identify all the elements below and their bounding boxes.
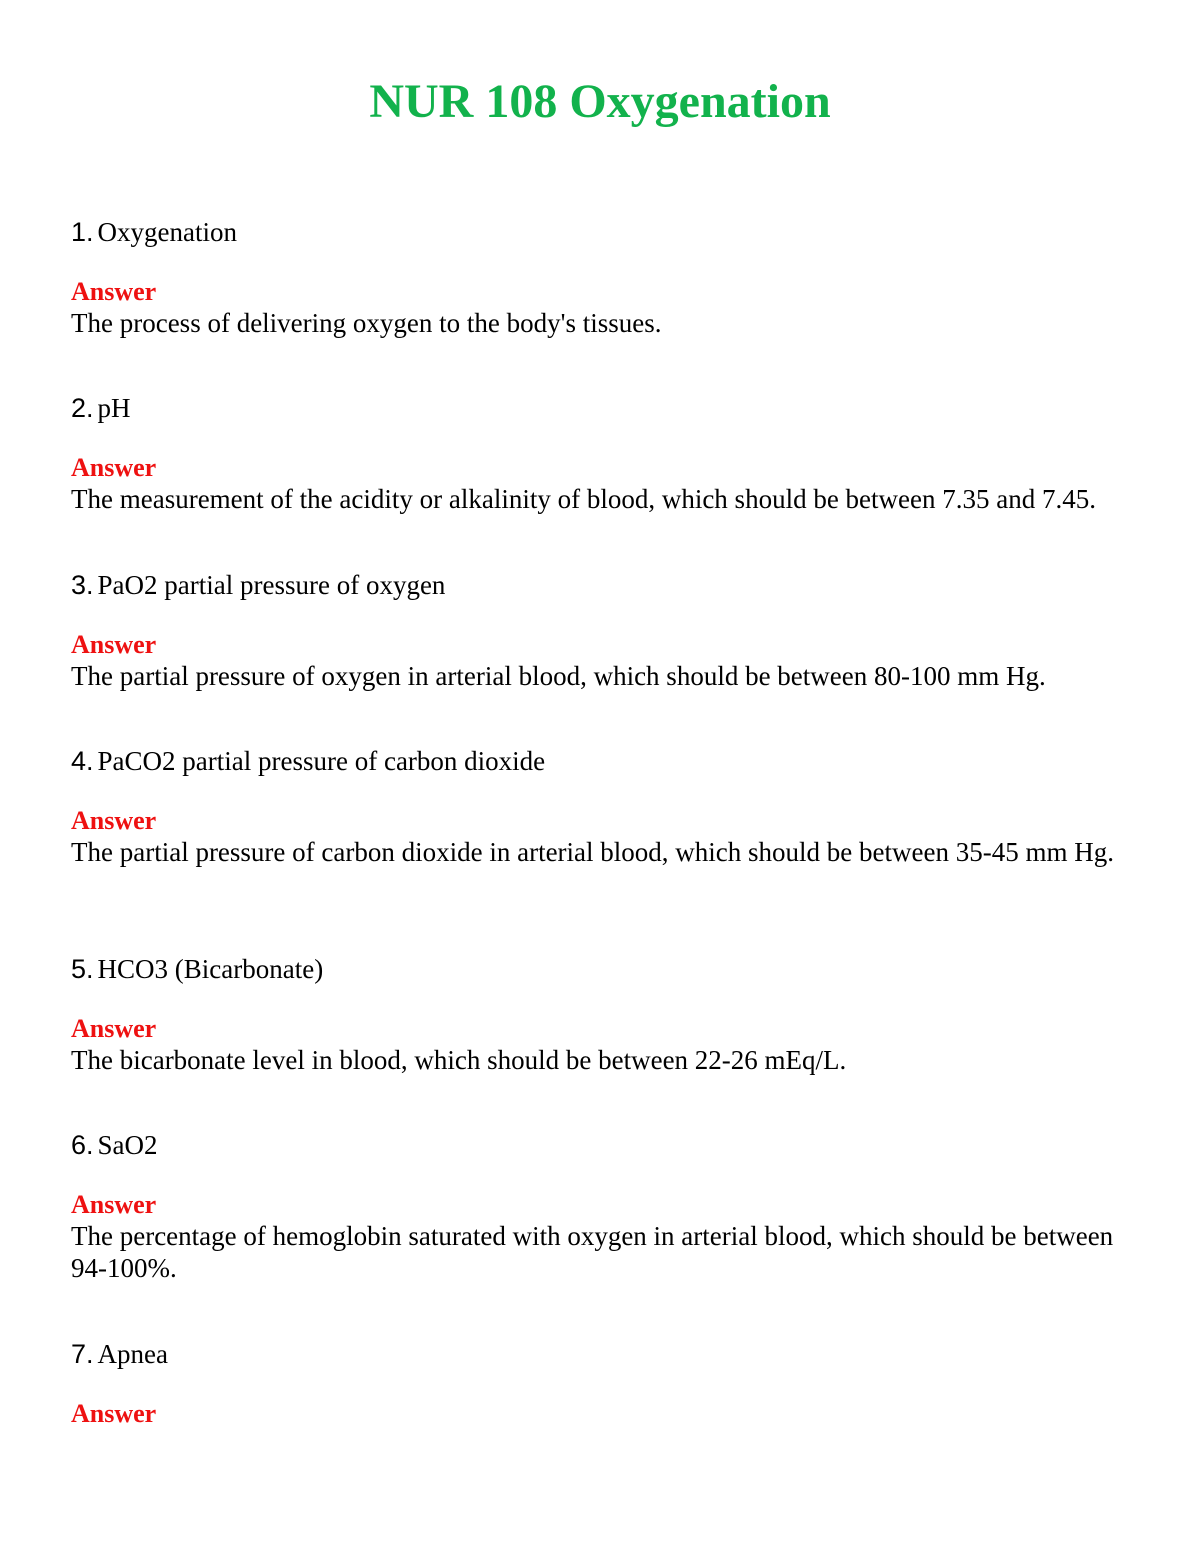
question-term: pH xyxy=(97,393,131,423)
question-number: 2. xyxy=(71,393,94,423)
question-number: 4. xyxy=(71,746,94,776)
answer-text: The process of delivering oxygen to the body's tissues. xyxy=(71,308,662,338)
question-number: 6. xyxy=(71,1130,94,1160)
qa-item xyxy=(71,952,1131,1076)
answer-label: Answer xyxy=(71,806,157,835)
qa-item xyxy=(71,1128,1131,1284)
question-term: PaCO2 partial pressure of carbon dioxide xyxy=(97,746,546,776)
question xyxy=(71,1128,1131,1162)
answer-text: The measurement of the acidity or alkalinity of blood, which should be between 7.35 and 7.45. xyxy=(71,484,1096,514)
qa-item xyxy=(71,1337,1131,1429)
question xyxy=(71,1337,1131,1371)
question xyxy=(71,568,1131,602)
answer-text: The bicarbonate level in blood, which should be between 22-26 mEq/L. xyxy=(71,1045,847,1075)
qa-item xyxy=(71,215,1131,339)
question-number: 1. xyxy=(71,217,94,247)
question xyxy=(71,215,1131,249)
answer-label: Answer xyxy=(71,1399,157,1428)
answer-label: Answer xyxy=(71,277,157,306)
question-number: 7. xyxy=(71,1339,94,1369)
question-term: PaO2 partial pressure of oxygen xyxy=(97,570,446,600)
question-term: HCO3 (Bicarbonate) xyxy=(97,954,324,984)
document-title: NUR 108 Oxygenation xyxy=(369,75,831,128)
question-term: Oxygenation xyxy=(97,217,238,247)
question xyxy=(71,744,1131,778)
answer-text: The partial pressure of oxygen in arterial blood, which should be between 80-100 mm Hg. xyxy=(71,661,1046,691)
question-term: SaO2 xyxy=(97,1130,158,1160)
answer-label: Answer xyxy=(71,630,157,659)
answer-text: The partial pressure of carbon dioxide in arterial blood, which should be between 35-45 mm Hg. xyxy=(71,837,1114,867)
question xyxy=(71,391,1131,425)
answer-label: Answer xyxy=(71,1014,157,1043)
qa-item xyxy=(71,744,1131,868)
question xyxy=(71,952,1131,986)
question-term: Apnea xyxy=(97,1339,168,1369)
answer-label: Answer xyxy=(71,453,157,482)
answer-text: The percentage of hemoglobin saturated with oxygen in arterial blood, which should be between 94-100%. xyxy=(71,1221,1114,1283)
qa-item xyxy=(71,391,1131,515)
qa-item xyxy=(71,568,1131,692)
question-number: 5. xyxy=(71,954,94,984)
question-number: 3. xyxy=(71,570,94,600)
answer-label: Answer xyxy=(71,1190,157,1219)
